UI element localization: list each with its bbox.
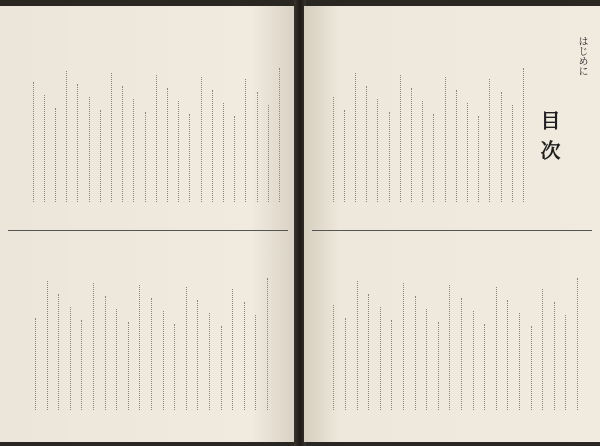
toc-dot-leader bbox=[449, 285, 450, 410]
toc-entry bbox=[262, 238, 273, 432]
toc-dot-leader bbox=[542, 289, 543, 410]
toc-entry bbox=[433, 238, 444, 432]
toc-entry bbox=[502, 238, 513, 432]
toc-dot-leader bbox=[70, 307, 71, 410]
toc-entry bbox=[207, 28, 218, 224]
toc-entry bbox=[184, 28, 195, 224]
toc-entry bbox=[398, 238, 409, 432]
toc-dot-leader bbox=[345, 318, 346, 410]
toc-entry bbox=[462, 28, 473, 224]
toc-entry bbox=[518, 28, 529, 224]
toc-dot-leader bbox=[426, 309, 427, 410]
toc-dot-leader bbox=[47, 281, 48, 410]
toc-entry bbox=[100, 238, 111, 432]
toc-dot-leader bbox=[209, 313, 210, 410]
toc-dot-leader bbox=[344, 110, 345, 202]
toc-entry bbox=[39, 28, 50, 224]
toc-dot-leader bbox=[333, 97, 334, 202]
toc-dot-leader bbox=[55, 108, 56, 202]
toc-entry bbox=[428, 28, 439, 224]
toc-entry bbox=[84, 28, 95, 224]
toc-entry bbox=[350, 28, 361, 224]
toc-dot-leader bbox=[268, 105, 269, 202]
toc-entry bbox=[386, 238, 397, 432]
toc-dot-leader bbox=[565, 315, 566, 410]
toc-dot-leader bbox=[438, 322, 439, 410]
intro-label: はじめに bbox=[576, 36, 587, 76]
toc-entry bbox=[239, 238, 250, 432]
toc-entry bbox=[372, 28, 383, 224]
toc-dot-leader bbox=[400, 75, 401, 202]
toc-dot-leader bbox=[403, 283, 404, 410]
toc-dot-leader bbox=[245, 79, 246, 202]
toc-dot-leader bbox=[223, 103, 224, 202]
toc-entry bbox=[340, 238, 351, 432]
toc-dot-leader bbox=[422, 101, 423, 202]
toc-dot-leader bbox=[201, 77, 202, 202]
toc-entry bbox=[417, 28, 428, 224]
toc-entry bbox=[456, 238, 467, 432]
toc-entry bbox=[537, 238, 548, 432]
toc-entry bbox=[560, 238, 571, 432]
toc-entry bbox=[491, 238, 502, 432]
contents-heading: 目次 bbox=[537, 110, 561, 170]
toc-dot-leader bbox=[489, 79, 490, 202]
toc-dot-leader bbox=[377, 99, 378, 202]
toc-dot-leader bbox=[531, 326, 532, 410]
toc-entry bbox=[395, 28, 406, 224]
toc-dot-leader bbox=[93, 283, 94, 410]
toc-entry bbox=[216, 238, 227, 432]
toc-dot-leader bbox=[33, 82, 34, 202]
toc-entry bbox=[151, 28, 162, 224]
toc-dot-leader bbox=[163, 311, 164, 410]
toc-dot-leader bbox=[577, 278, 578, 410]
toc-entry bbox=[440, 28, 451, 224]
toc-dot-leader bbox=[111, 73, 112, 202]
toc-dot-leader bbox=[467, 103, 468, 202]
toc-dot-leader bbox=[415, 296, 416, 410]
toc-dot-leader bbox=[105, 296, 106, 410]
toc-entry bbox=[252, 28, 263, 224]
toc-dot-leader bbox=[139, 285, 140, 410]
toc-dot-leader bbox=[507, 300, 508, 410]
toc-dot-leader bbox=[411, 88, 412, 202]
toc-dot-leader bbox=[512, 105, 513, 202]
right-page bbox=[304, 6, 600, 442]
toc-entry bbox=[339, 28, 350, 224]
toc-entry bbox=[169, 238, 180, 432]
toc-dot-leader bbox=[391, 320, 392, 410]
left-page bbox=[0, 6, 296, 442]
toc-dot-leader bbox=[116, 309, 117, 410]
toc-entry bbox=[140, 28, 151, 224]
toc-entry bbox=[240, 28, 251, 224]
toc-dot-leader bbox=[445, 77, 446, 202]
toc-entry bbox=[196, 28, 207, 224]
toc-entry bbox=[263, 28, 274, 224]
toc-entry bbox=[61, 28, 72, 224]
toc-dot-leader bbox=[89, 97, 90, 202]
toc-dot-leader bbox=[81, 320, 82, 410]
toc-dot-leader bbox=[279, 68, 280, 202]
toc-entry bbox=[53, 238, 64, 432]
toc-entry bbox=[352, 238, 363, 432]
toc-dot-leader bbox=[197, 300, 198, 410]
toc-entry bbox=[76, 238, 87, 432]
toc-dot-leader bbox=[523, 68, 524, 202]
toc-dot-leader bbox=[189, 114, 190, 202]
toc-dot-leader bbox=[221, 326, 222, 410]
toc-entry bbox=[88, 238, 99, 432]
toc-entry bbox=[375, 238, 386, 432]
toc-entry bbox=[181, 238, 192, 432]
toc-dot-leader bbox=[167, 88, 168, 202]
toc-entry bbox=[111, 238, 122, 432]
toc-dot-leader bbox=[333, 305, 334, 410]
toc-dot-leader bbox=[232, 289, 233, 410]
toc-dot-leader bbox=[496, 287, 497, 410]
toc-dot-leader bbox=[234, 116, 235, 202]
toc-dot-leader bbox=[122, 86, 123, 202]
toc-dot-leader bbox=[554, 302, 555, 410]
toc-dot-leader bbox=[244, 302, 245, 410]
toc-dot-leader bbox=[212, 90, 213, 202]
toc-entry bbox=[173, 28, 184, 224]
toc-dot-leader bbox=[380, 307, 381, 410]
toc-dot-leader bbox=[456, 90, 457, 202]
toc-entry bbox=[146, 238, 157, 432]
toc-entry bbox=[274, 28, 285, 224]
toc-entry bbox=[361, 28, 372, 224]
toc-entry bbox=[192, 238, 203, 432]
toc-dot-leader bbox=[58, 294, 59, 410]
toc-dot-leader bbox=[366, 86, 367, 202]
toc-dot-leader bbox=[66, 71, 67, 202]
toc-dot-leader bbox=[156, 75, 157, 202]
toc-entry bbox=[328, 28, 339, 224]
toc-entry bbox=[514, 238, 525, 432]
toc-dot-leader bbox=[151, 298, 152, 410]
toc-entry bbox=[30, 238, 41, 432]
toc-entry bbox=[227, 238, 238, 432]
toc-dot-leader bbox=[389, 112, 390, 202]
toc-entry bbox=[406, 28, 417, 224]
toc-entry bbox=[507, 28, 518, 224]
toc-entry bbox=[451, 28, 462, 224]
toc-dot-leader bbox=[461, 298, 462, 410]
toc-dot-leader bbox=[100, 110, 101, 202]
toc-dot-leader bbox=[186, 287, 187, 410]
toc-entry bbox=[526, 238, 537, 432]
toc-entry bbox=[572, 238, 583, 432]
toc-entry bbox=[106, 28, 117, 224]
left-page-divider bbox=[8, 230, 288, 231]
toc-dot-leader bbox=[178, 101, 179, 202]
toc-dot-leader bbox=[133, 99, 134, 202]
toc-dot-leader bbox=[478, 116, 479, 202]
toc-entry bbox=[421, 238, 432, 432]
toc-dot-leader bbox=[77, 84, 78, 202]
toc-entry bbox=[65, 238, 76, 432]
toc-dot-leader bbox=[355, 73, 356, 202]
toc-dot-leader bbox=[519, 313, 520, 410]
toc-entry bbox=[410, 238, 421, 432]
toc-dot-leader bbox=[433, 114, 434, 202]
toc-entry bbox=[496, 28, 507, 224]
toc-dot-leader bbox=[174, 324, 175, 410]
toc-entry bbox=[549, 238, 560, 432]
toc-entry bbox=[444, 238, 455, 432]
toc-entry bbox=[484, 28, 495, 224]
toc-entry bbox=[158, 238, 169, 432]
toc-dot-leader bbox=[267, 278, 268, 410]
toc-dot-leader bbox=[357, 281, 358, 410]
toc-entry bbox=[128, 28, 139, 224]
toc-entry bbox=[468, 238, 479, 432]
toc-dot-leader bbox=[44, 95, 45, 202]
toc-entry bbox=[162, 28, 173, 224]
toc-entry bbox=[28, 28, 39, 224]
right-page-divider bbox=[312, 230, 592, 231]
toc-entry bbox=[72, 28, 83, 224]
toc-entry bbox=[250, 238, 261, 432]
toc-entry bbox=[229, 28, 240, 224]
toc-dot-leader bbox=[473, 311, 474, 410]
toc-entry bbox=[204, 238, 215, 432]
toc-entry bbox=[328, 238, 339, 432]
toc-entry bbox=[50, 28, 61, 224]
toc-dot-leader bbox=[145, 112, 146, 202]
toc-entry bbox=[95, 28, 106, 224]
toc-dot-leader bbox=[484, 324, 485, 410]
toc-dot-leader bbox=[128, 322, 129, 410]
toc-dot-leader bbox=[35, 318, 36, 410]
toc-entry bbox=[218, 28, 229, 224]
toc-entry bbox=[117, 28, 128, 224]
toc-dot-leader bbox=[257, 92, 258, 202]
toc-entry bbox=[363, 238, 374, 432]
toc-entry bbox=[134, 238, 145, 432]
toc-entry bbox=[42, 238, 53, 432]
toc-dot-leader bbox=[255, 315, 256, 410]
toc-dot-leader bbox=[368, 294, 369, 410]
toc-entry bbox=[473, 28, 484, 224]
toc-entry bbox=[384, 28, 395, 224]
toc-entry bbox=[123, 238, 134, 432]
toc-entry bbox=[479, 238, 490, 432]
toc-dot-leader bbox=[501, 92, 502, 202]
